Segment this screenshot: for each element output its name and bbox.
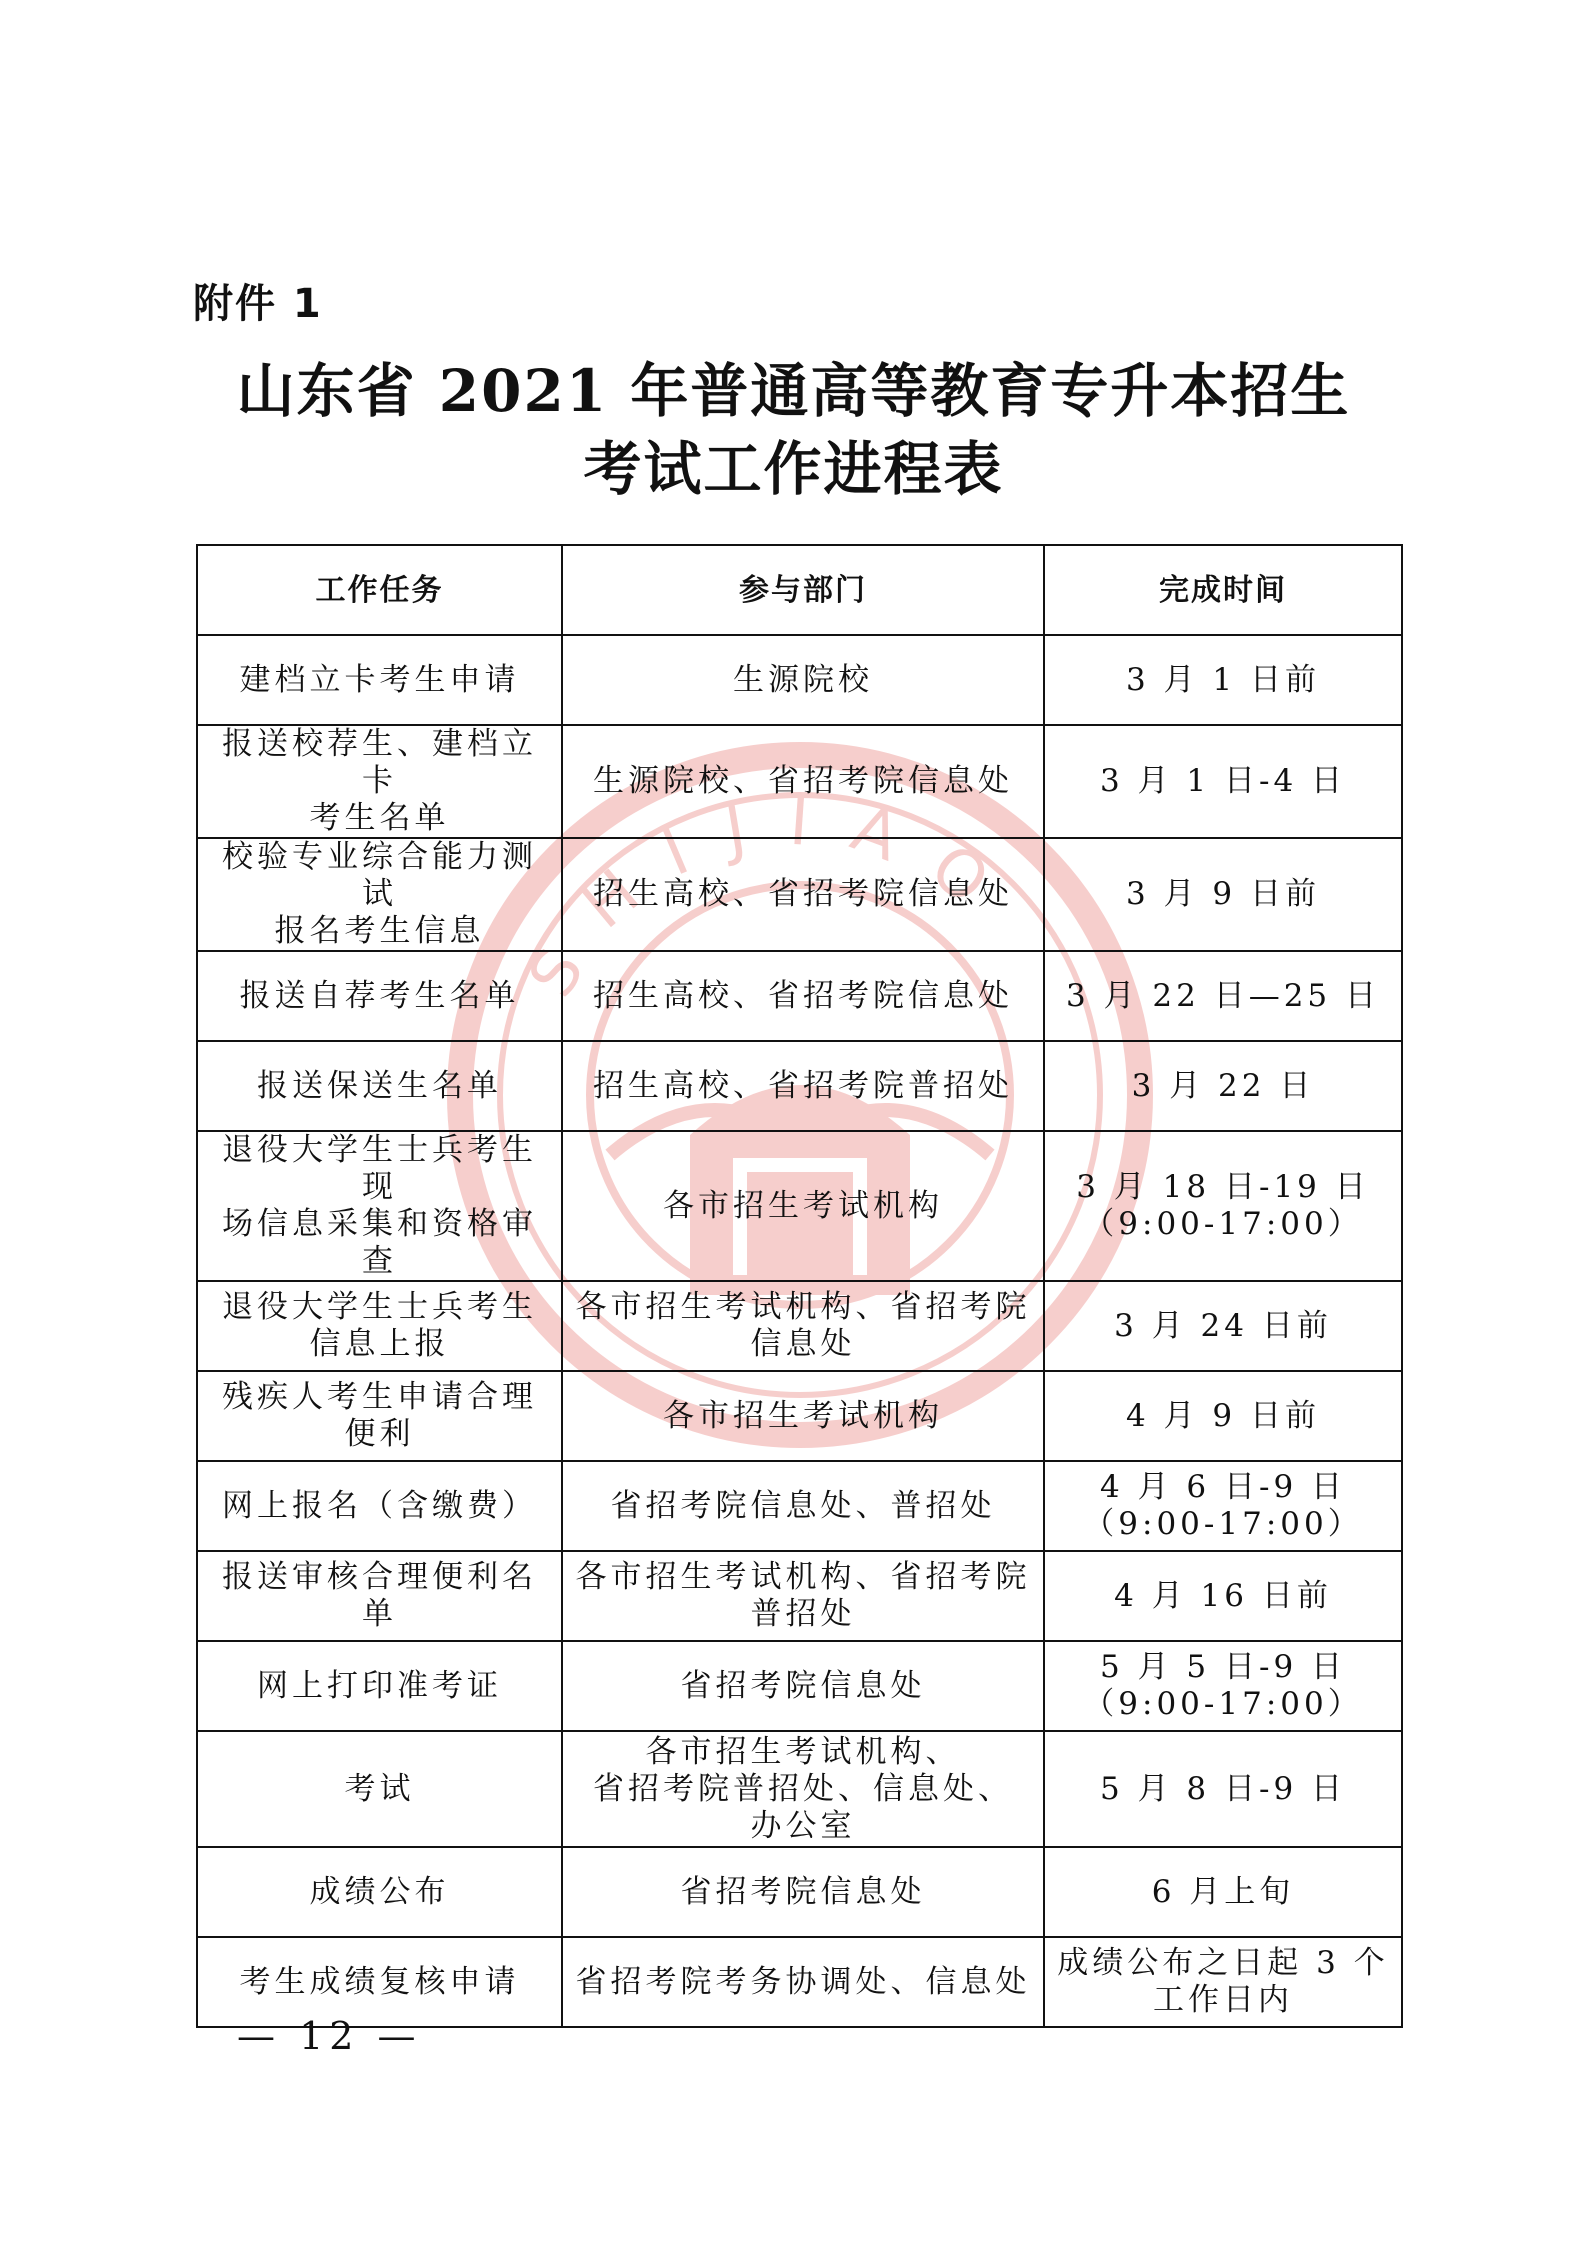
department-cell: 招生高校、省招考院普招处	[562, 1041, 1044, 1131]
department-cell: 省招考院信息处、普招处	[562, 1461, 1044, 1551]
table-header-row	[197, 545, 1402, 635]
column-header-time: 完成时间	[1044, 545, 1402, 635]
department-cell: 招生高校、省招考院信息处	[562, 951, 1044, 1041]
time-cell: 5 月 8 日-9 日	[1044, 1731, 1402, 1847]
table-row	[197, 1551, 1402, 1641]
table-row	[197, 1641, 1402, 1731]
department-cell: 各市招生考试机构、省招考院 普招处	[562, 1551, 1044, 1641]
table-row	[197, 1041, 1402, 1131]
schedule-table	[196, 544, 1403, 2028]
table-row	[197, 1281, 1402, 1371]
time-cell: 4 月 9 日前	[1044, 1371, 1402, 1461]
department-cell: 各市招生考试机构、省招考院 信息处	[562, 1281, 1044, 1371]
table-row	[197, 725, 1402, 838]
time-cell: 3 月 22 日	[1044, 1041, 1402, 1131]
task-cell: 残疾人考生申请合理 便利	[197, 1371, 562, 1461]
department-cell: 生源院校	[562, 635, 1044, 725]
time-cell: 3 月 9 日前	[1044, 838, 1402, 951]
seal-text: SHIJIAO	[514, 785, 1033, 1010]
task-cell: 成绩公布	[197, 1847, 562, 1937]
department-cell: 省招考院信息处	[562, 1847, 1044, 1937]
task-cell: 退役大学生士兵考生 信息上报	[197, 1281, 562, 1371]
task-cell: 报送校荐生、建档立卡 考生名单	[197, 725, 562, 838]
department-cell: 各市招生考试机构、 省招考院普招处、信息处、 办公室	[562, 1731, 1044, 1847]
page-number: — 12 —	[237, 2014, 422, 2058]
column-header-department: 参与部门	[562, 545, 1044, 635]
time-cell: 6 月上旬	[1044, 1847, 1402, 1937]
table-row	[197, 1131, 1402, 1281]
time-cell: 5 月 5 日-9 日 （9:00-17:00）	[1044, 1641, 1402, 1731]
time-cell: 成绩公布之日起 3 个 工作日内	[1044, 1937, 1402, 2027]
department-cell: 省招考院信息处	[562, 1641, 1044, 1731]
task-cell: 报送审核合理便利名单	[197, 1551, 562, 1641]
document-title-line2: 考试工作进程表	[583, 435, 1004, 503]
table-row	[197, 1847, 1402, 1937]
task-cell: 考试	[197, 1731, 562, 1847]
table-row	[197, 838, 1402, 951]
time-cell: 3 月 24 日前	[1044, 1281, 1402, 1371]
department-cell: 招生高校、省招考院信息处	[562, 838, 1044, 951]
table-row	[197, 635, 1402, 725]
task-cell: 网上打印准考证	[197, 1641, 562, 1731]
department-cell: 省招考院考务协调处、信息处	[562, 1937, 1044, 2027]
task-cell: 退役大学生士兵考生现 场信息采集和资格审查	[197, 1131, 562, 1281]
attachment-label: 附件 1	[193, 281, 323, 327]
time-cell: 3 月 1 日前	[1044, 635, 1402, 725]
column-header-task: 工作任务	[197, 545, 562, 635]
task-cell: 报送保送生名单	[197, 1041, 562, 1131]
department-cell: 各市招生考试机构	[562, 1371, 1044, 1461]
task-cell: 报送自荐考生名单	[197, 951, 562, 1041]
time-cell: 3 月 22 日—25 日	[1044, 951, 1402, 1041]
department-cell: 生源院校、省招考院信息处	[562, 725, 1044, 838]
table-row	[197, 1371, 1402, 1461]
table-row	[197, 1731, 1402, 1847]
task-cell: 建档立卡考生申请	[197, 635, 562, 725]
table-row	[197, 1937, 1402, 2027]
department-cell: 各市招生考试机构	[562, 1131, 1044, 1281]
task-cell: 考生成绩复核申请	[197, 1937, 562, 2027]
time-cell: 4 月 16 日前	[1044, 1551, 1402, 1641]
task-cell: 网上报名（含缴费）	[197, 1461, 562, 1551]
time-cell: 3 月 1 日-4 日	[1044, 725, 1402, 838]
task-cell: 校验专业综合能力测试 报名考生信息	[197, 838, 562, 951]
table-row	[197, 1461, 1402, 1551]
table-row	[197, 951, 1402, 1041]
time-cell: 4 月 6 日-9 日 （9:00-17:00）	[1044, 1461, 1402, 1551]
document-title: 山东省 2021 年普通高等教育专升本招生	[236, 357, 1351, 425]
time-cell: 3 月 18 日-19 日 （9:00-17:00）	[1044, 1131, 1402, 1281]
